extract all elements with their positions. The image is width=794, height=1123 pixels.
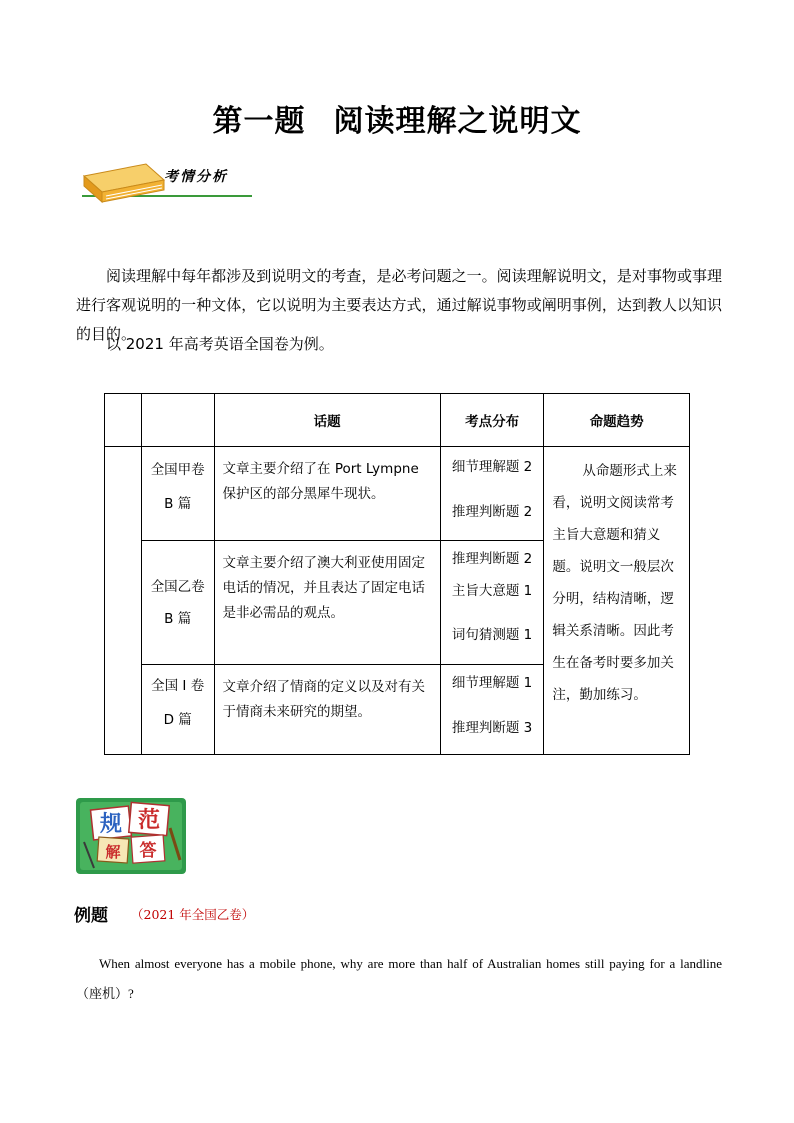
table-header-topic: 话题 bbox=[214, 394, 440, 447]
table-cell-points: 细节理解题 1 推理判断题 3 bbox=[440, 665, 544, 755]
table-cell-points: 细节理解题 2 推理判断题 2 bbox=[440, 447, 544, 541]
table-cell-paper: 全国甲卷 B 篇 bbox=[141, 447, 214, 541]
table-header-cell bbox=[105, 394, 142, 447]
table-cell-points: 推理判断题 2 主旨大意题 1 词句猜测题 1 bbox=[440, 541, 544, 665]
table-header-points: 考点分布 bbox=[440, 394, 544, 447]
svg-text:答: 答 bbox=[139, 841, 157, 861]
table-cell-topic: 文章主要介绍了澳大利亚使用固定电话的情况，并且表达了固定电话是非必需品的观点。 bbox=[214, 541, 440, 665]
exam-analysis-table bbox=[104, 393, 690, 755]
example-question: When almost everyone has a mobile phone, why are more than half of Australian homes still paying for a landline（座机）? bbox=[76, 956, 722, 1001]
example-title: 例题 bbox=[74, 906, 108, 926]
table-cell-trend: 从命题形式上来看，说明文阅读常考主旨大意题和猜义题。说明文一般层次分明，结构清晰，逻辑关系清晰。因此考生在备考时要多加关注，勤加练习。 bbox=[544, 447, 690, 755]
standard-answer-badge-icon bbox=[76, 798, 186, 874]
table-header-trend: 命题趋势 bbox=[544, 394, 690, 447]
table-header-row bbox=[105, 394, 690, 447]
table-cell-empty bbox=[105, 447, 142, 755]
table-cell-paper: 全国 I 卷 D 篇 bbox=[141, 665, 214, 755]
svg-text:解: 解 bbox=[105, 843, 121, 861]
table-cell-paper: 全国乙卷 B 篇 bbox=[141, 541, 214, 665]
table-header-cell bbox=[141, 394, 214, 447]
table-row bbox=[105, 447, 690, 541]
example-note: 以 2021 年高考英语全国卷为例。 bbox=[106, 335, 334, 353]
intro-paragraph: 阅读理解中每年都涉及到说明文的考查，是必考问题之一。阅读理解说明文，是对事物或事理进行客观说明的一种文体，它以说明为主要表达方式，通过解说事物或阐明事例，达到教人以知识的目的。 bbox=[76, 267, 722, 343]
section-label: 考情分析 bbox=[164, 169, 228, 185]
table-cell-topic: 文章介绍了情商的定义以及对有关于情商未来研究的期望。 bbox=[214, 665, 440, 755]
svg-text:范: 范 bbox=[137, 808, 161, 833]
table-cell-topic: 文章主要介绍了在 Port Lympne 保护区的部分黑犀牛现状。 bbox=[214, 447, 440, 541]
page-title: 第一题 阅读理解之说明文 bbox=[212, 104, 582, 139]
example-source: （2021 年全国乙卷） bbox=[131, 907, 255, 922]
svg-text:规: 规 bbox=[99, 812, 123, 837]
